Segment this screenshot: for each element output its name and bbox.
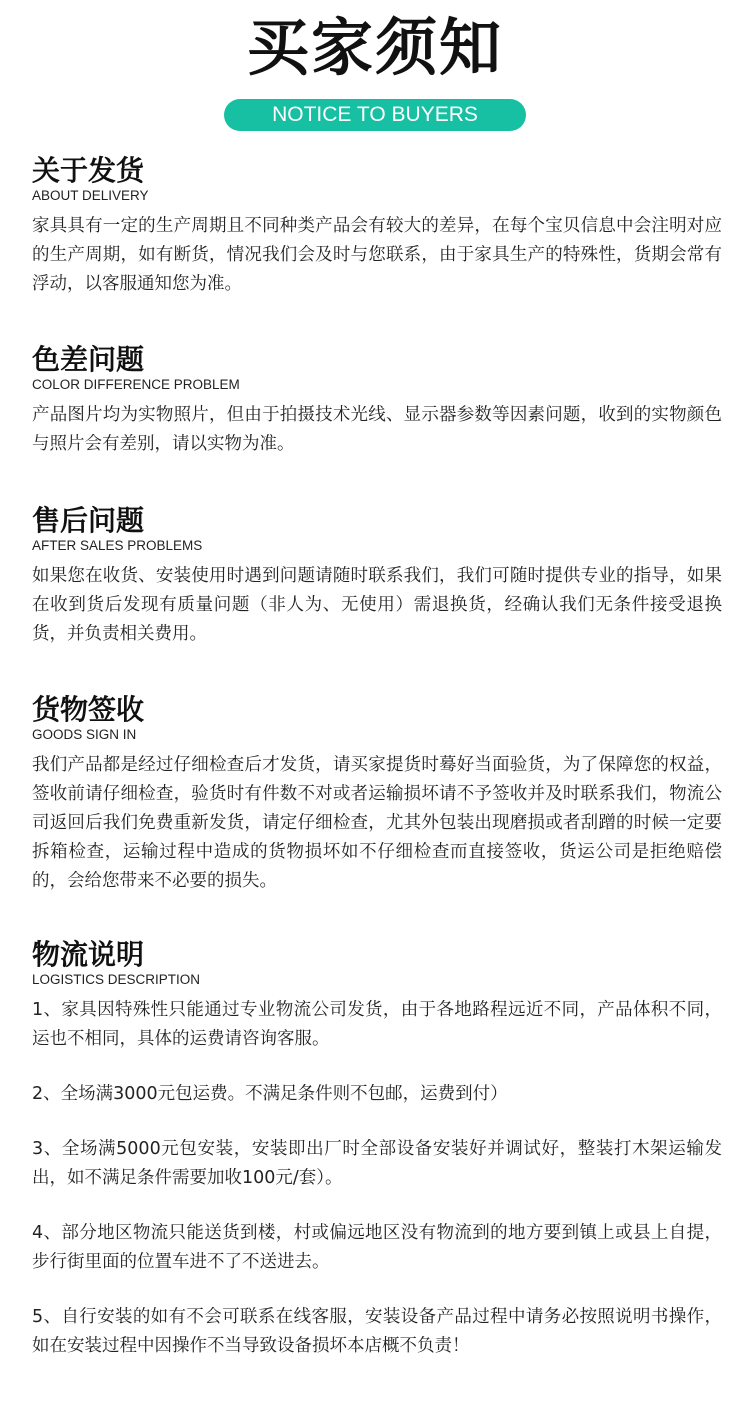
section-subtitle: GOODS SIGN IN <box>32 727 137 742</box>
section-subtitle: LOGISTICS DESCRIPTION <box>32 972 201 987</box>
paragraph: 我们产品都是经过仔细检查后才发货，请买家提货时蓦好当面验货，为了保障您的权益，签收前请仔细检查，验货时有件数不对或者运输损坏请不予签收并及时联系我们，物流公司返回后我们免费重新发货，请定仔细检查，尤其外包装出现磨损或者刮蹭的时候一定要拆箱检查，运输过程中造成的货物损坏如不仔细检查而直接签收，货运公司是拒绝赔偿的，会给您带来不必要的损失。 <box>32 755 722 891</box>
section-title: 关于发货 <box>32 154 145 187</box>
section-title: 色差问题 <box>32 343 145 376</box>
section-logistics <box>32 937 722 1361</box>
page-subtitle-badge: NOTICE TO BUYERS <box>224 99 526 131</box>
section-title: 物流说明 <box>32 938 145 971</box>
paragraph: 家具具有一定的生产周期且不同种类产品会有较大的差异，在每个宝贝信息中会注明对应的生产周期，如有断货，情况我们会及时与您联系，由于家具生产的特殊性，货期会常有浮动，以客服通知您为准。 <box>32 216 722 294</box>
list-item: 5、自行安装的如有不会可联系在线客服，安装设备产品过程中请务必按照说明书操作，如在安装过程中因操作不当导致设备损坏本店概不负责！ <box>32 1307 722 1356</box>
section-body <box>32 212 722 299</box>
section-subtitle: AFTER SALES PROBLEMS <box>32 538 203 553</box>
list-item: 2、全场满3000元包运费。不满足条件则不包邮，运费到付） <box>32 1084 508 1104</box>
section-after-sales <box>32 503 722 649</box>
section-title: 售后问题 <box>32 504 145 537</box>
section-goods-sign-in <box>32 692 722 896</box>
list-item: 3、全场满5000元包安装，安装即出厂时全部设备安装好并调试好，整装打木架运输发出，如不满足条件需要加收100元/套）。 <box>32 1139 722 1188</box>
page-title: 买家须知 <box>246 11 503 84</box>
section-delivery <box>32 153 722 299</box>
section-subtitle: ABOUT DELIVERY <box>32 188 149 203</box>
list-item: 1、家具因特殊性只能通过专业物流公司发货，由于各地路程远近不同，产品体积不同，运也不相同，具体的运费请咨询客服。 <box>32 1000 722 1049</box>
section-title: 货物签收 <box>32 693 145 726</box>
list-item: 4、部分地区物流只能送货到楼，村或偏远地区没有物流到的地方要到镇上或县上自提，步行街里面的位置车进不了不送进去。 <box>32 1223 722 1272</box>
paragraph: 如果您在收货、安装使用时遇到问题请随时联系我们，我们可随时提供专业的指导，如果在收到货后发现有质量问题（非人为、无使用）需退换货，经确认我们无条件接受退换货，并负责相关费用。 <box>32 566 722 644</box>
section-body <box>32 562 722 649</box>
paragraph: 产品图片均为实物照片，但由于拍摄技术光线、显示器参数等因素问题，收到的实物颜色与照片会有差别，请以实物为准。 <box>32 405 722 454</box>
section-body <box>32 996 722 1361</box>
section-body <box>32 751 722 896</box>
section-color-difference <box>32 342 722 459</box>
section-subtitle: COLOR DIFFERENCE PROBLEM <box>32 377 240 392</box>
section-body <box>32 401 722 459</box>
